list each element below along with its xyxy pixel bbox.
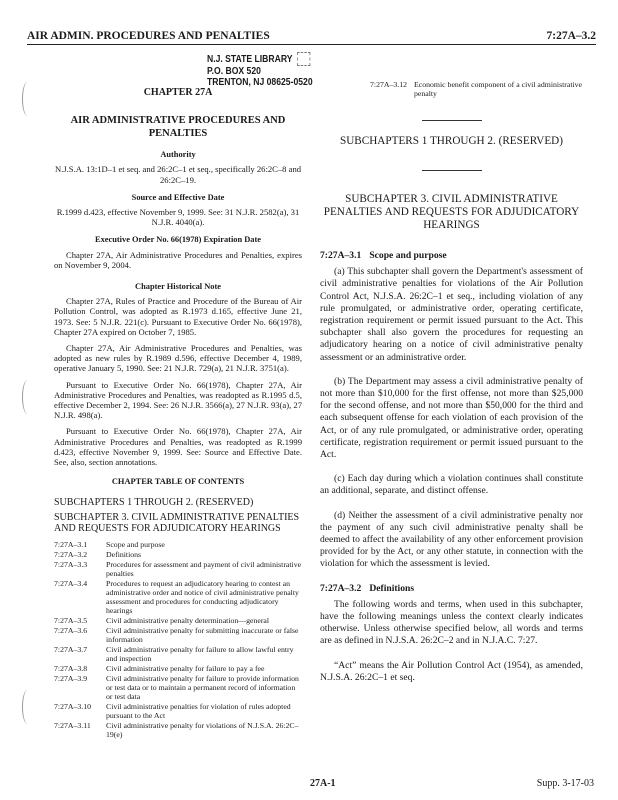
punch-hole-mark — [22, 82, 33, 116]
section-paragraph: (c) Each day during which a violation continues shall constitute an additional, separate, and distinct offense. — [320, 473, 583, 497]
subchapters-reserved-heading: SUBCHAPTERS 1 THROUGH 2. (RESERVED) — [340, 135, 563, 147]
right-column — [320, 78, 583, 696]
page-number: 27A-1 — [310, 778, 336, 789]
history-paragraph: Pursuant to Executive Order No. 66(1978), Chapter 27A, Air Administrative Procedures and Penalties, was readopted as R.1995 d.5, effective December 2, 1994. See: 26 N.J.R. 3566(a), 27 N.J.R. 93(a), 27 N.J.R. 498(a). — [54, 379, 302, 421]
toc-entry: 7:27A–3.5 Civil administrative penalty determination—general — [54, 616, 270, 626]
toc-entry: 7:27A–3.6 Civil administrative penalty for submitting inaccurate or false information — [54, 626, 299, 645]
header-title: AIR ADMIN. PROCEDURES AND PENALTIES — [27, 30, 270, 42]
toc-entry: 7:27A–3.12 Economic benefit component of a civil administrative penalty — [370, 80, 583, 98]
toc-entry: 7:27A–3.3 Procedures for assessment and payment of civil administrative penalties — [54, 560, 302, 579]
history-paragraph: Chapter 27A, Rules of Practice and Procedure of the Bureau of Air Pollution Control, was adopted as R.1973 d.165, effective June 21, 1973. See: 5 N.J.R. 221(c). Pursuant to Executive Order No. 66(1978), Chapter 27A expired on October 7, 1985. — [54, 296, 302, 337]
running-header — [27, 20, 596, 45]
stamp-line-1: N.J. STATE LIBRARY — [207, 52, 293, 65]
punch-hole-mark — [22, 690, 33, 724]
stamp-line-2: P.O. BOX 520 — [207, 65, 261, 77]
subchapter-3-heading: SUBCHAPTER 3. CIVIL ADMINISTRATIVE PENALTIES AND REQUESTS FOR ADJUDICATORY HEARINGS — [323, 193, 580, 231]
stamp-line-3: TRENTON, NJ 08625-0520 — [207, 76, 313, 88]
toc-entry: 7:27A–3.1 Scope and purpose — [54, 540, 165, 550]
authority-label: Authority — [160, 150, 196, 160]
header-section: 7:27A–3.2 — [546, 30, 596, 42]
eo-label: Executive Order No. 66(1978) Expiration Date — [95, 235, 261, 245]
divider-rule — [422, 170, 482, 171]
toc-subchapter-3: SUBCHAPTER 3. CIVIL ADMINISTRATIVE PENALTIES AND REQUESTS FOR ADJUDICATORY HEARINGS — [54, 512, 300, 535]
toc-list — [54, 540, 302, 739]
authority-text: N.J.S.A. 13:1D–1 et seq. and 26:2C–1 et seq., specifically 26:2C–8 and 26:2C–19. — [54, 164, 302, 185]
section-paragraph: (b) The Department may assess a civil administrative penalty of not more than $10,000 for the first offense, not more than $25,000 for the second offense, and not more than $50,000 for the third and each subsequent offense for each violation of each provision of the Act, or of any rule promulgated, or administrative order, operating certificate, registration requirement or permit issued pursuant to the Act. — [320, 375, 583, 461]
toc-entry: 7:27A–3.2 Definitions — [54, 550, 142, 560]
history-paragraph: Pursuant to Executive Order No. 66(1978), Chapter 27A, Air Administrative Procedures and Penalties, was readopted as R.1999 d.423, effective November 9, 1999. See: Source and Effective Date. See, also, section annotations. — [54, 426, 302, 468]
section-paragraph: “Act” means the Air Pollution Control Act (1954), as amended, N.J.S.A. 26:2C–1 et seq. — [320, 659, 583, 683]
toc-subchapters-reserved: SUBCHAPTERS 1 THROUGH 2. (RESERVED) — [54, 497, 254, 509]
left-column — [54, 78, 302, 740]
source-text: R.1999 d.423, effective November 9, 1999. See: 31 N.J.R. 2582(a), 31 N.J.R. 4040(a). — [56, 207, 300, 228]
toc-entry: 7:27A–3.8 Civil administrative penalty for failure to pay a fee — [54, 664, 265, 674]
chapter-title: AIR ADMINISTRATIVE PROCEDURES AND PENALTIES — [70, 115, 286, 140]
divider-rule — [422, 120, 482, 121]
history-label: Chapter Historical Note — [135, 282, 221, 292]
section-heading-3-2: 7:27A–3.2 Definitions — [320, 582, 415, 594]
toc-entry: 7:27A–3.9 Civil administrative penalty for failure to provide information or test data or to maintain a permanent record of information or test data — [54, 674, 299, 702]
section-paragraph: (d) Neither the assessment of a civil administrative penalty nor the payment of any such civil administrative penalty shall be deemed to affect the availability of any other enforcement provision provided for by the Act, or any other statute, in connection with the violation for which the assessment is levied. — [320, 509, 583, 570]
toc-entry: 7:27A–3.10 Civil administrative penalties for violation of rules adopted pursuant to the Act — [54, 702, 291, 721]
source-label: Source and Effective Date — [131, 192, 225, 202]
section-heading-3-1: 7:27A–3.1 Scope and purpose — [320, 250, 447, 261]
toc-label: CHAPTER TABLE OF CONTENTS — [111, 477, 245, 487]
toc-entry: 7:27A–3.4 Procedures to request an adjudicatory hearing to contest an administrative order and notice of civil administrative penalty assessment and procedures for conducting adjudicatory hearings — [54, 579, 299, 616]
history-paragraph: Chapter 27A, Air Administrative Procedures and Penalties, was adopted as new rules by R.1989 d.596, effective December 4, 1989, operative January 5, 1990. See: 21 N.J.R. 729(a), 21 N.J.R. 3751(a). — [54, 343, 302, 374]
punch-hole-mark — [22, 380, 33, 414]
toc-entry: 7:27A–3.7 Civil administrative penalty for failure to allow lawful entry and inspection — [54, 645, 294, 664]
section-paragraph: The following words and terms, when used in this subchapter, have the following meanings unless the context clearly indicates otherwise. Unless otherwise specified below, all words and terms are as defined in N.J.S.A. 26:2C–2 and in N.J.A.C. 7:27. — [320, 598, 583, 647]
section-paragraph: (a) This subchapter shall govern the Department's assessment of civil administrative penalties for violations of the Air Pollution Control Act, N.J.S.A. 26:2C–1 et seq., including violation of any rule promulgated, or administrative order, operating certificate, registration requirement or permit issued pursuant to the Act. This subchapter shall also govern the procedures for requesting an adjudicatory hearing on a notice of civil administrative penalty assessment or an administrative order. — [320, 266, 583, 363]
toc-entry: 7:27A–3.11 Civil administrative penalty for violations of N.J.S.A. 26:2C–19(e) — [54, 721, 299, 740]
eo-text: Chapter 27A, Air Administrative Procedures and Penalties, expires on November 9, 2004. — [54, 249, 302, 270]
supplement-date: Supp. 3-17-03 — [536, 778, 594, 789]
library-logo-icon — [297, 52, 310, 66]
chapter-number: CHAPTER 27A — [143, 87, 213, 98]
